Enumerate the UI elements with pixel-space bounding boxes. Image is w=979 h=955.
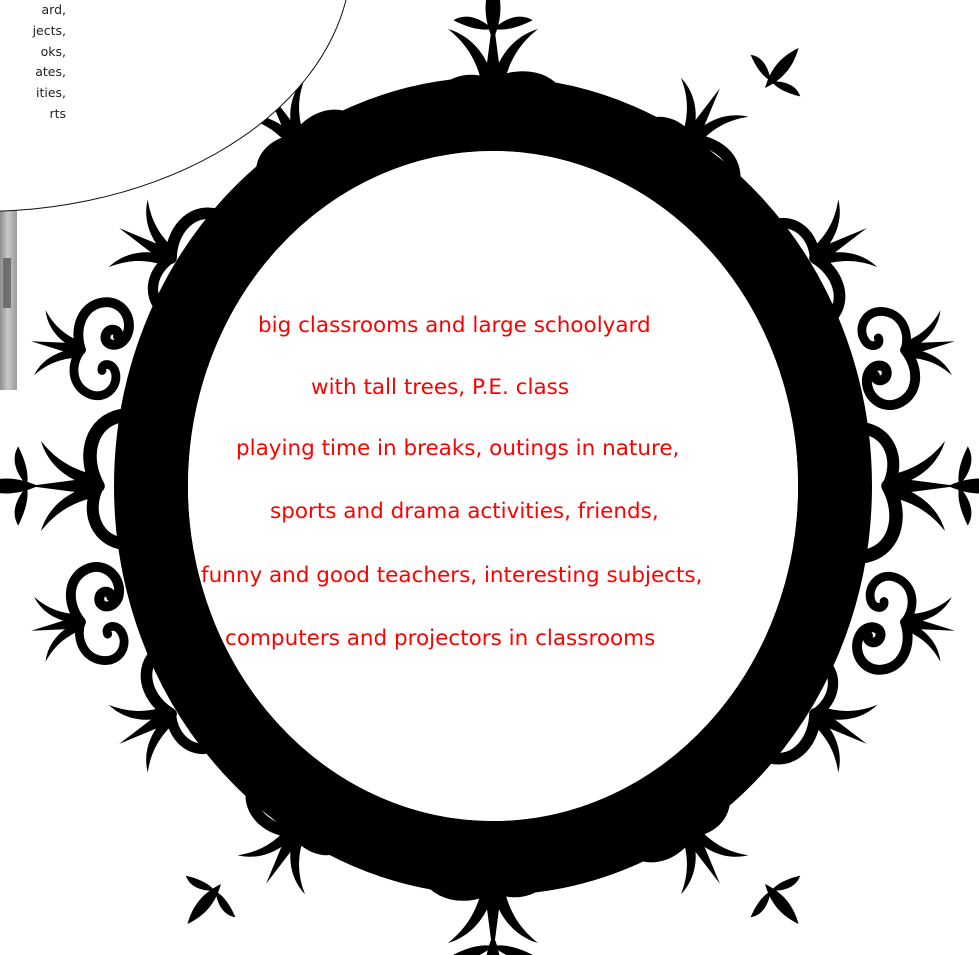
bubble-line: ard,	[41, 2, 66, 17]
text-line: sports and drama activities, friends,	[270, 499, 659, 524]
text-line: computers and projectors in classrooms	[225, 626, 656, 651]
bubble-line: ities,	[35, 85, 66, 101]
text-line: playing time in breaks, outings in nature,	[236, 436, 680, 461]
text-line: big classrooms and large schoolyard	[258, 313, 651, 338]
text-line: with tall trees, P.E. class	[311, 375, 570, 400]
bubble-line: rts	[49, 105, 66, 121]
text-line: funny and good teachers, interesting subjects,	[201, 563, 703, 588]
bubble-line: ates,	[35, 64, 66, 80]
bubble-line: jects,	[32, 22, 66, 38]
bubble-line: oks,	[40, 43, 66, 59]
